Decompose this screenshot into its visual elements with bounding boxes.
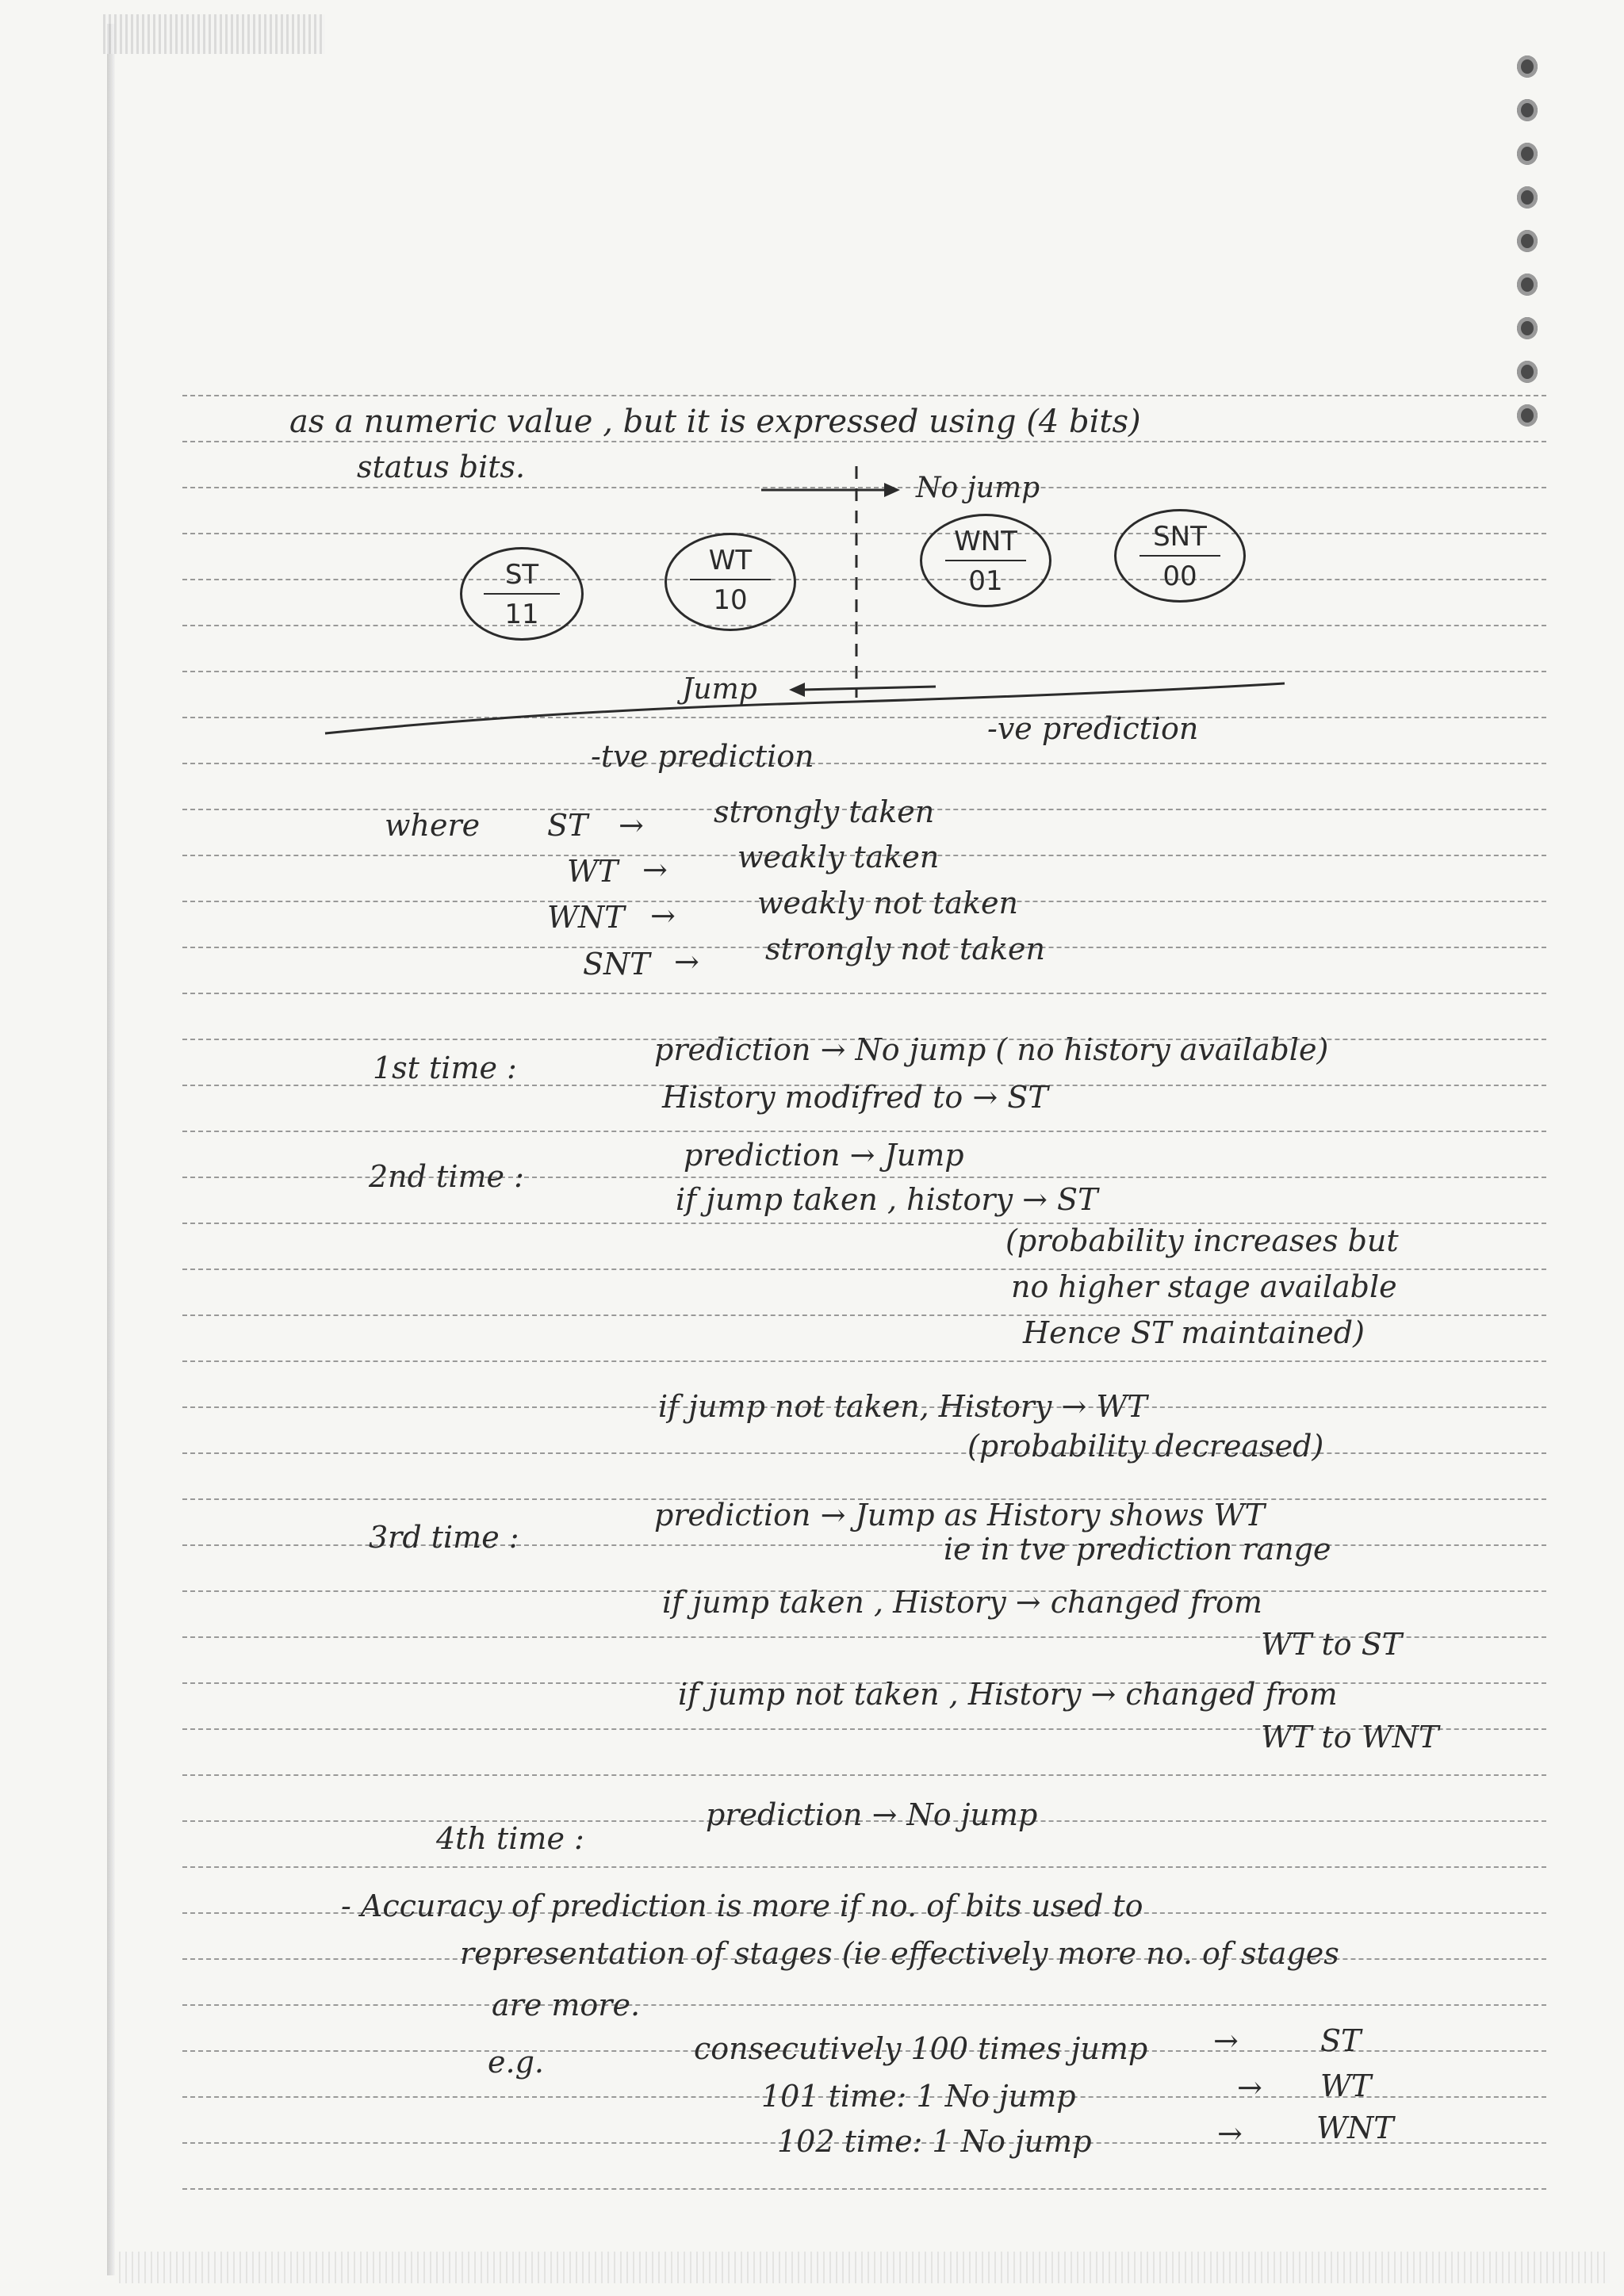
def-abbr: ST: [547, 808, 588, 843]
def-meaning: strongly taken: [714, 794, 935, 829]
third-time-title: 3rd time :: [369, 1520, 519, 1555]
def-arrow: →: [642, 852, 668, 887]
example-label: e.g.: [488, 2045, 544, 2080]
state-wnt: [920, 514, 1051, 607]
where-label: where: [385, 808, 481, 843]
state-label: WNT: [954, 526, 1017, 557]
first-time-history: History modifred to → ST: [662, 1080, 1048, 1115]
state-label: ST: [504, 559, 539, 591]
state-code: 01: [968, 565, 1003, 597]
def-abbr: WT: [567, 854, 619, 889]
state-label: WT: [708, 545, 753, 576]
jump-label: Jump: [682, 673, 757, 706]
state-code: 10: [713, 584, 748, 616]
def-meaning: weakly not taken: [757, 886, 1019, 920]
third-time-not-taken-result: WT to WNT: [1261, 1720, 1439, 1755]
state-divider: [690, 579, 771, 580]
jump-arrow: [801, 687, 936, 690]
def-meaning: weakly taken: [737, 840, 940, 874]
example-row-label: 101 time: 1 No jump: [761, 2079, 1076, 2114]
state-label: SNT: [1153, 521, 1207, 553]
state-code: 00: [1162, 561, 1197, 592]
third-time-taken-result: WT to ST: [1261, 1627, 1403, 1662]
second-time-not-taken: if jump not taken, History → WT: [658, 1389, 1147, 1424]
example-row-label: 102 time: 1 No jump: [777, 2124, 1092, 2159]
accuracy-line-1: - Accuracy of prediction is more if no. of bits used to: [341, 1888, 1143, 1923]
second-time-prediction: prediction → Jump: [684, 1138, 964, 1173]
example-row-value: ST: [1320, 2023, 1362, 2058]
second-time-note-2: no higher stage available: [1011, 1269, 1397, 1304]
state-divider: [945, 560, 1026, 561]
example-row-value: WT: [1320, 2068, 1372, 2103]
example-row-arrow: →: [1213, 2023, 1239, 2058]
state-st: [460, 547, 584, 641]
third-time-not-taken: if jump not taken , History → changed from: [678, 1677, 1338, 1712]
def-arrow: →: [650, 898, 676, 933]
second-time-note-1: (probability increases but: [1005, 1223, 1399, 1258]
intro-line-1: as a numeric value , but it is expressed using (4 bits): [289, 404, 1141, 440]
intro-line-2: status bits.: [357, 450, 526, 484]
def-meaning: strongly not taken: [765, 932, 1045, 966]
state-snt: [1114, 509, 1246, 603]
accuracy-line-3: are more.: [492, 1988, 641, 2022]
def-arrow: →: [619, 808, 644, 843]
no-jump-arrowhead: [884, 483, 900, 497]
fourth-time-title: 4th time :: [436, 1821, 584, 1856]
second-time-taken: if jump taken , history → ST: [676, 1182, 1098, 1217]
third-time-taken: if jump taken , History → changed from: [662, 1585, 1262, 1620]
example-row-arrow: →: [1237, 2070, 1262, 2105]
state-divider: [1139, 555, 1220, 557]
example-row-arrow: →: [1217, 2116, 1243, 2151]
state-code: 11: [504, 599, 539, 630]
jump-arrowhead: [789, 683, 805, 697]
example-row-value: WNT: [1316, 2110, 1394, 2145]
third-time-range: ie in tve prediction range: [944, 1532, 1331, 1567]
def-abbr: SNT: [583, 947, 650, 982]
second-time-note-3: Hence ST maintained): [1023, 1315, 1365, 1350]
state-wt: [665, 533, 796, 631]
first-time-prediction: prediction → No jump ( no history available): [654, 1032, 1329, 1067]
example-row-label: consecutively 100 times jump: [694, 2031, 1148, 2066]
def-abbr: WNT: [547, 900, 625, 935]
positive-prediction-label: -tve prediction: [591, 739, 814, 774]
third-time-prediction: prediction → Jump as History shows WT: [654, 1498, 1265, 1533]
no-jump-label: No jump: [916, 472, 1040, 504]
fourth-time-prediction: prediction → No jump: [706, 1797, 1038, 1832]
second-time-note-4: (probability decreased): [967, 1429, 1324, 1464]
negative-prediction-label: -ve prediction: [987, 711, 1199, 746]
accuracy-line-2: representation of stages (ie effectively more no. of stages: [460, 1936, 1339, 1971]
second-time-title: 2nd time :: [369, 1159, 524, 1194]
first-time-title: 1st time :: [373, 1050, 517, 1085]
def-arrow: →: [674, 944, 699, 979]
state-divider: [484, 593, 560, 595]
